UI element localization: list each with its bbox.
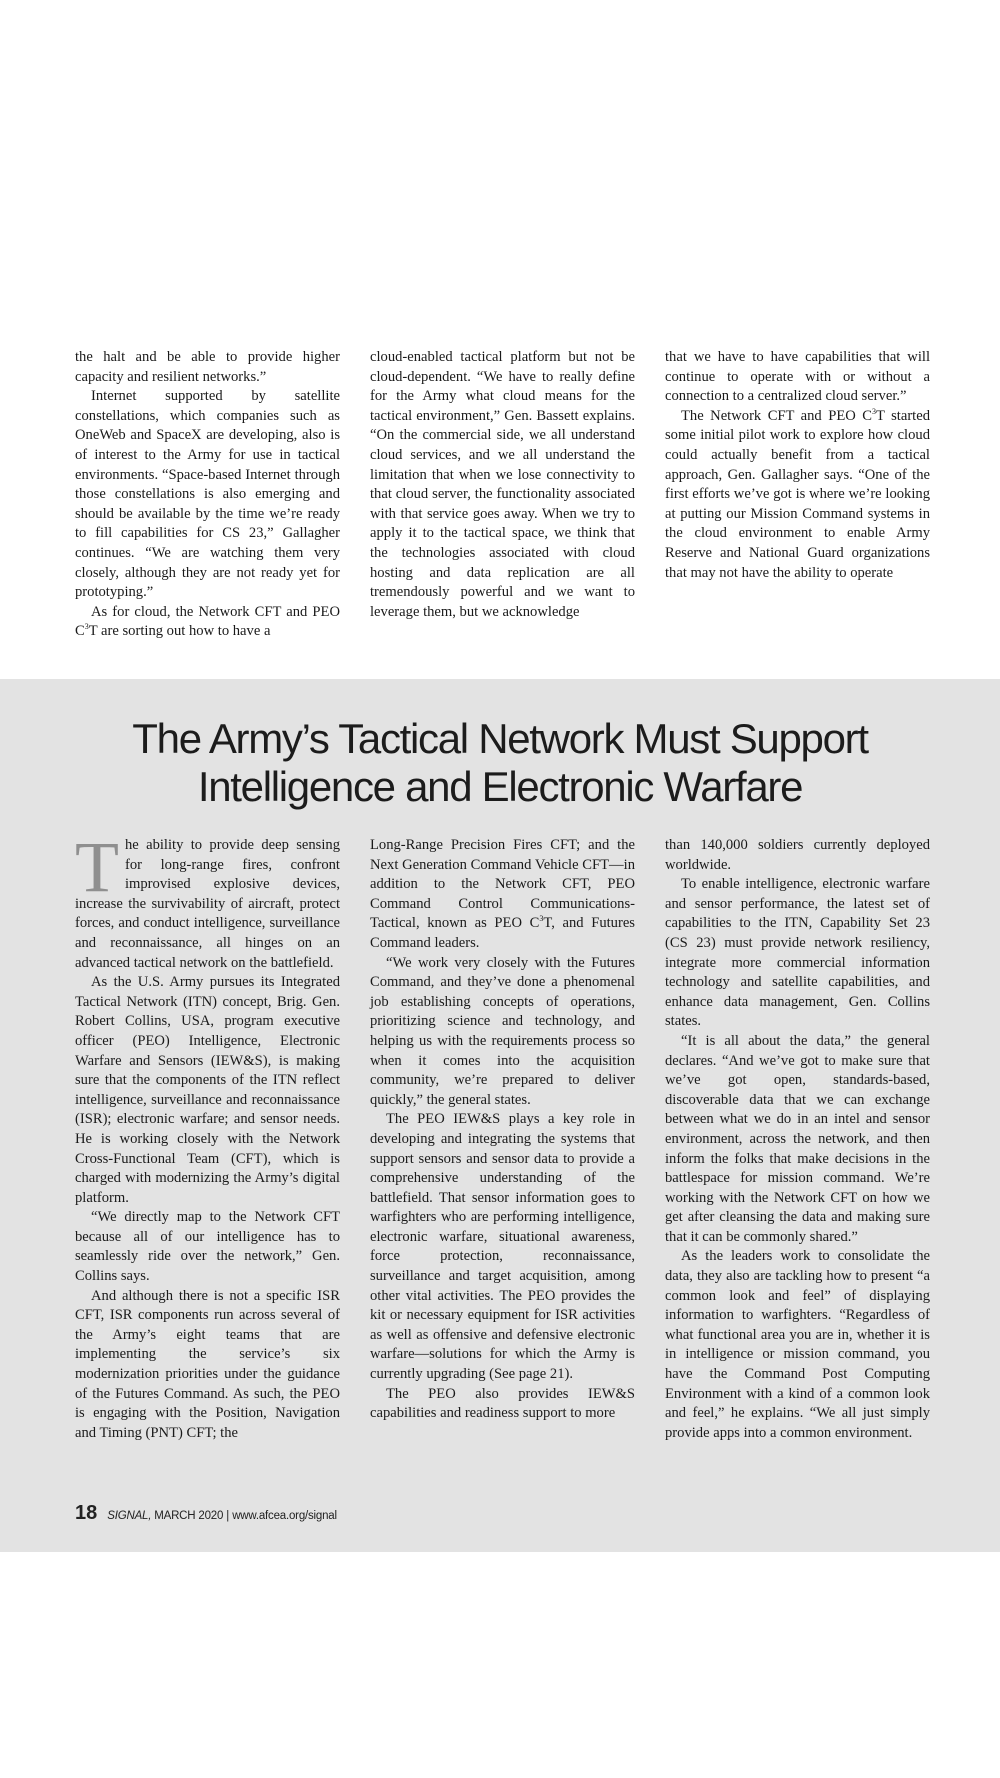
superscript: 3 xyxy=(539,914,544,924)
superscript: 3 xyxy=(84,622,89,632)
paragraph: The PEO IEW&S plays a key role in developing and integrating the systems that support sensors and sensor data to provide a comprehensive understanding of the battlefield. That sensor information goes to warfighters who are performing intelligence, electronic warfare, situational awareness, force protection, reconnaissance, surveillance and target acquisition, among other vital activities. The PEO provides the kit or necessary equipment for ISR activities as well as offensive and defensive electronic warfare—solutions for which the Army is currently upgrading (See page 21). xyxy=(370,1111,635,1383)
text-run: As for cloud, the Network CFT and PEO C xyxy=(75,603,340,640)
sidebar-column-2 xyxy=(370,836,635,1424)
paragraph: And although there is not a specific ISR CFT, ISR components run across several of the Army’s eight teams that are implementing the service’s six modernization priorities under the guidance of the Futures Command. As such, the PEO is engaging with the Position, Navigation and Timing (PNT) CFT; the xyxy=(75,1287,340,1441)
sidebar-column-3 xyxy=(665,836,930,1443)
text-run: The Network CFT and PEO C xyxy=(681,407,872,424)
paragraph: To enable intelligence, electronic warfare and sensor performance, the latest set of capabilities to the ITN, Capability Set 23 (CS 23) must provide network resiliency, integrate more commercial information technology and satellite capabilities, and enhance data management, Gen. Collins states. xyxy=(665,876,930,1030)
footer-separator: | xyxy=(226,1510,230,1522)
top-article-column-1 xyxy=(75,348,340,642)
paragraph: “We directly map to the Network CFT because all of our intelligence has to seamlessly ride over the network,” Gen. Collins says. xyxy=(75,1209,340,1285)
text-run: T are sorting out how to have a xyxy=(88,623,271,640)
text-run: T started some initial pilot work to explore how cloud could actually benefit from a tactical approach, Gen. Gallagher says. “One of the first efforts we’ve got is where we’re looking at putting our Mission Command systems in the cloud environment to enable Army Reserve and National Guard organizations that may not have the ability to operate xyxy=(665,407,931,581)
paragraph: The PEO also provides IEW&S capabilities and readiness support to more xyxy=(370,1385,635,1422)
text-run: Long-Range Precision Fires CFT; and the Next Generation Command Vehicle CFT—in addition to the Network CFT, PEO Command Control Communications-Tactical, known as PEO C xyxy=(370,837,635,932)
publication-name: SIGNAL, xyxy=(107,1510,152,1522)
paragraph: than 140,000 soldiers currently deployed worldwide. xyxy=(665,837,930,873)
paragraph xyxy=(665,407,930,583)
paragraph: that we have to have capabilities that will continue to operate with or without a connection to a centralized cloud server.” xyxy=(665,349,930,405)
paragraph: As the U.S. Army pursues its Integrated Tactical Network (ITN) concept, Brig. Gen. Robert Collins, USA, program executive officer (PEO) Intelligence, Electronic Warfare and Sensors (IEW&S), is making sure that the components of the ITN reflect intelligence, surveillance and reconnaissance (ISR); electronic warfare; and sensor needs. He is working closely with the Network Cross-Functional Team (CFT), which is charged with modernizing the Army’s digital platform. xyxy=(75,974,340,1206)
paragraph: cloud-enabled tactical platform but not be cloud-dependent. “We have to really define for the Army what cloud means for the tactical environment,” Gen. Bassett explains. “On the commercial side, we all understand cloud services, and we all understand the limitation that when we lose connectivity to that cloud server, the functionality associated with that service goes away. When we try to apply it to the tactical space, we think that the technologies associated with cloud hosting and data replication are all tremendously powerful and we want to leverage them, but we acknowledge xyxy=(370,349,635,620)
publication-url: www.afcea.org/signal xyxy=(232,1510,337,1522)
superscript: 3 xyxy=(871,406,876,416)
issue-date: MARCH 2020 xyxy=(151,1510,224,1522)
text-run: he ability to provide deep sensing for long-range fires, confront improvised explosive devices, increase the survivability of aircraft, protect forces, and conduct intelligence, surveillance and reconnaissance, all hinges on an advanced tactical network on the battlefield. xyxy=(75,837,340,971)
paragraph: “It is all about the data,” the general declares. “And we’ve got to make sure that we’ve got open, standards-based, discoverable data that we can exchange between what we do in an intel and sensor environment, across the network, and then inform the folks that make decisions in the battlespace for mission command. We’re working with the Network CFT on how we get after cleansing the data and making sure that it can be commonly shared.” xyxy=(665,1032,930,1245)
sidebar-title-line-2: Intelligence and Electronic Warfare xyxy=(197,763,803,810)
sidebar-column-1 xyxy=(75,827,340,1443)
paragraph xyxy=(370,836,635,954)
paragraph xyxy=(75,827,340,973)
text-run: T, and Futures Command leaders. xyxy=(370,915,635,951)
paragraph: the halt and be able to provide higher capacity and resilient networks.” xyxy=(75,349,340,385)
drop-cap: T xyxy=(75,827,119,907)
top-article-column-3 xyxy=(665,348,930,583)
sidebar-title-line-1: The Army’s Tactical Network Must Support xyxy=(132,715,868,762)
paragraph: “We work very closely with the Futures Command, and they’ve done a phenomenal job establishing concepts of operations, prioritizing science and technology, and helping us with the requirements process so when it comes into the acquisition community, we’re prepared to deliver quickly,” the general states. xyxy=(370,954,635,1108)
page-footer xyxy=(75,1502,337,1525)
page-number: 18 xyxy=(75,1502,98,1524)
paragraph: As the leaders work to consolidate the data, they also are tackling how to present “a common look and feel” of displaying information to warfighters. “Regardless of what functional area you are in, whether it is in intelligence or mission command, you have the Command Post Computing Environment with a kind of a common look and feel,” he explains. “We all just simply provide apps into a common environment. xyxy=(665,1248,930,1441)
paragraph: Internet supported by satellite constellations, which companies such as OneWeb and SpaceX are developing, also is of interest to the Army for use in tactical environments. “Space-based Internet through those constellations is also emerging and should be available by the time we’re ready to fill capabilities for CS 23,” Gallagher continues. “We are watching them very closely, although they are not ready yet for prototyping.” xyxy=(75,388,340,601)
top-article-column-2 xyxy=(370,348,635,622)
sidebar-title xyxy=(0,715,1000,811)
sidebar-box xyxy=(0,679,1000,1552)
paragraph xyxy=(75,603,340,642)
